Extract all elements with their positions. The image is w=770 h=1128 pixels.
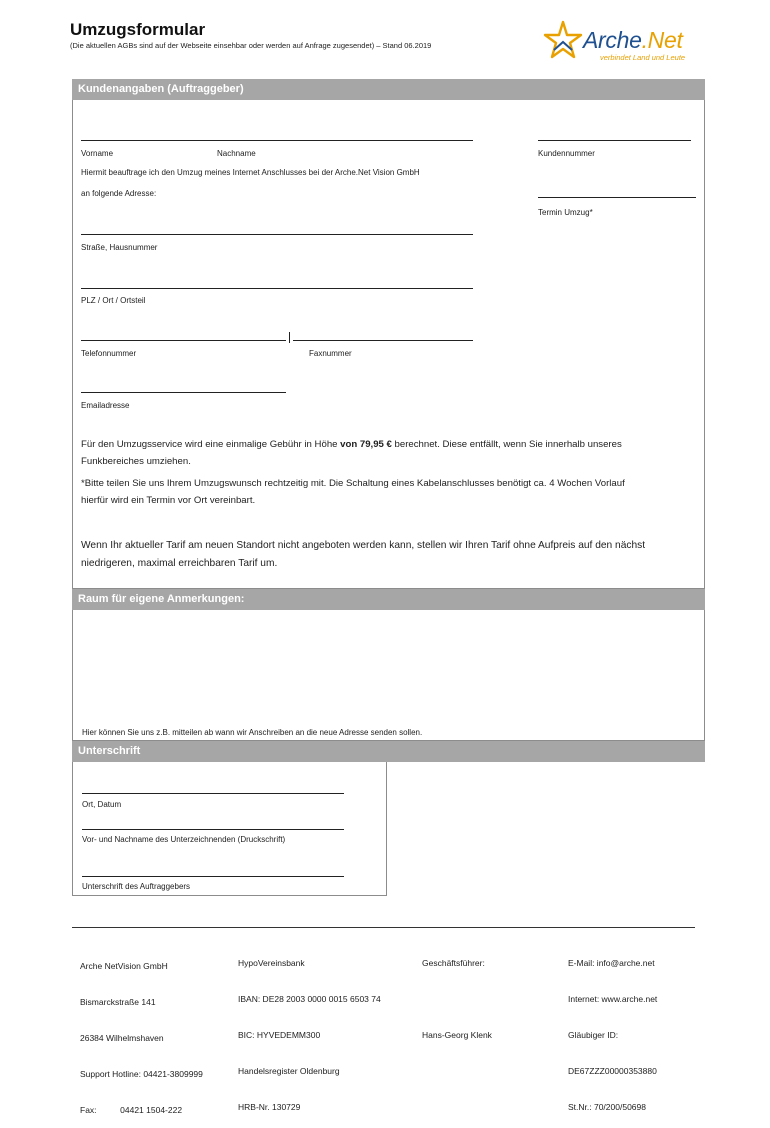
intro-text-1: Hiermit beauftrage ich den Umzug meines Internet Anschlusses bei der Arche.Net Vision GmbH [81,168,420,177]
logo-text-accent: .Net [641,27,683,53]
footer-company-line: Bismarckstraße 141 [80,997,156,1007]
footer-contact-line: DE67ZZZ00000353880 [568,1066,657,1076]
intro-text-2: an folgende Adresse: [81,189,157,198]
fax-label: Faxnummer [309,349,352,358]
fax-line[interactable] [293,340,473,341]
telefon-line[interactable] [81,340,286,341]
section-header-customer: Kundenangaben (Auftraggeber) [72,79,705,100]
email-label: Emailadresse [81,401,130,410]
footer-management [422,933,492,1053]
note-line-1: *Bitte teilen Sie uns Ihrem Umzugswunsch rechtzeitig mit. Die Schaltung eines Kabelanschlusses benötigt ca. 4 Wochen Vorlauf [81,478,625,489]
fee-text-1: Für den Umzugsservice wird eine einmalige Gebühr in Höhe [81,439,341,450]
strasse-line[interactable] [81,234,473,235]
email-line[interactable] [81,392,286,393]
druckschrift-label: Vor- und Nachname des Unterzeichnenden (Druckschrift) [82,835,286,844]
footer-bank-line: HypoVereinsbank [238,958,305,968]
footer-company-line: Support Hotline: 04421-3809999 [80,1069,203,1079]
plz-label: PLZ / Ort / Ortsteil [81,296,146,305]
footer-management-line: Geschäftsführer: [422,958,485,968]
kundennummer-line[interactable] [538,140,691,141]
footer-management-line [422,993,492,1005]
kundennummer-label: Kundennummer [538,149,595,158]
footer-bank-line: Handelsregister Oldenburg [238,1066,340,1076]
phone-fax-separator [289,332,290,343]
footer-management-line: Hans-Georg Klenk [422,1030,492,1040]
unterschrift-label: Unterschrift des Auftraggebers [82,882,191,891]
logo-text-main: Arche [583,27,642,53]
footer-company-line: Fax: 04421 1504-222 [80,1105,183,1115]
logo-tagline: verbindet Land und Leute [600,53,686,62]
page-title: Umzugsformular [70,20,206,39]
section-header-signature: Unterschrift [72,741,705,762]
fee-text-2: berechnet. Diese entfällt, wenn Sie innerhalb unseres [391,439,622,450]
vorname-label: Vorname [81,149,114,158]
note-paragraph [81,475,701,509]
footer-divider [72,927,695,928]
notes-hint: Hier können Sie uns z.B. mitteilen ab wann wir Anschreiben an die neue Adresse senden sollen. [82,728,423,737]
footer-contact-line: St.Nr.: 70/200/50698 [568,1102,646,1112]
tariff-paragraph [81,537,701,573]
strasse-label: Straße, Hausnummer [81,243,158,252]
footer-contact-line: Internet: www.arche.net [568,994,658,1004]
plz-line[interactable] [81,288,473,289]
unterschrift-line[interactable] [82,876,344,877]
ort-datum-line[interactable] [82,793,344,794]
druckschrift-line[interactable] [82,829,344,830]
notes-area[interactable] [72,610,705,741]
fee-text-3: Funkbereiches umziehen. [81,456,191,467]
footer-bank-line: IBAN: DE28 2003 0000 0015 6503 74 [238,994,381,1004]
page-subtitle: (Die aktuellen AGBs sind auf der Webseite einsehbar oder werden auf Anfrage zugesendet) – Stand 06.2019 [70,41,432,50]
logo-wordmark [583,27,683,54]
fee-amount: von 79,95 € [340,439,392,450]
nachname-label: Nachname [217,149,256,158]
tariff-line-1: Wenn Ihr aktueller Tarif am neuen Standort nicht angeboten werden kann, stellen wir Ihren Tarif ohne Aufpreis auf den nächst [81,540,646,551]
section-header-notes: Raum für eigene Anmerkungen: [72,589,705,610]
note-line-2: hierfür wird ein Termin vor Ort vereinbart. [81,495,256,506]
footer-contact [568,933,657,1125]
fee-paragraph [81,436,696,470]
ort-datum-label: Ort, Datum [82,800,122,809]
footer-company-line: 26384 Wilhelmshaven [80,1033,164,1043]
footer-contact-line: E-Mail: info@arche.net [568,958,655,968]
footer-bank-line: BIC: HYVEDEMM300 [238,1030,321,1040]
footer-bank-line: HRB-Nr. 130729 [238,1102,301,1112]
tariff-line-2: niedrigeren, maximal erreichbaren Tarif um. [81,558,278,569]
termin-line[interactable] [538,197,696,198]
telefon-label: Telefonnummer [81,349,137,358]
name-line[interactable] [81,140,473,141]
footer-contact-line: Gläubiger ID: [568,1030,619,1040]
footer-company [80,936,203,1128]
footer-company-line: Arche NetVision GmbH [80,961,168,971]
termin-label: Termin Umzug* [538,208,593,217]
footer-bank [238,933,381,1125]
star-logo-icon [542,20,584,60]
